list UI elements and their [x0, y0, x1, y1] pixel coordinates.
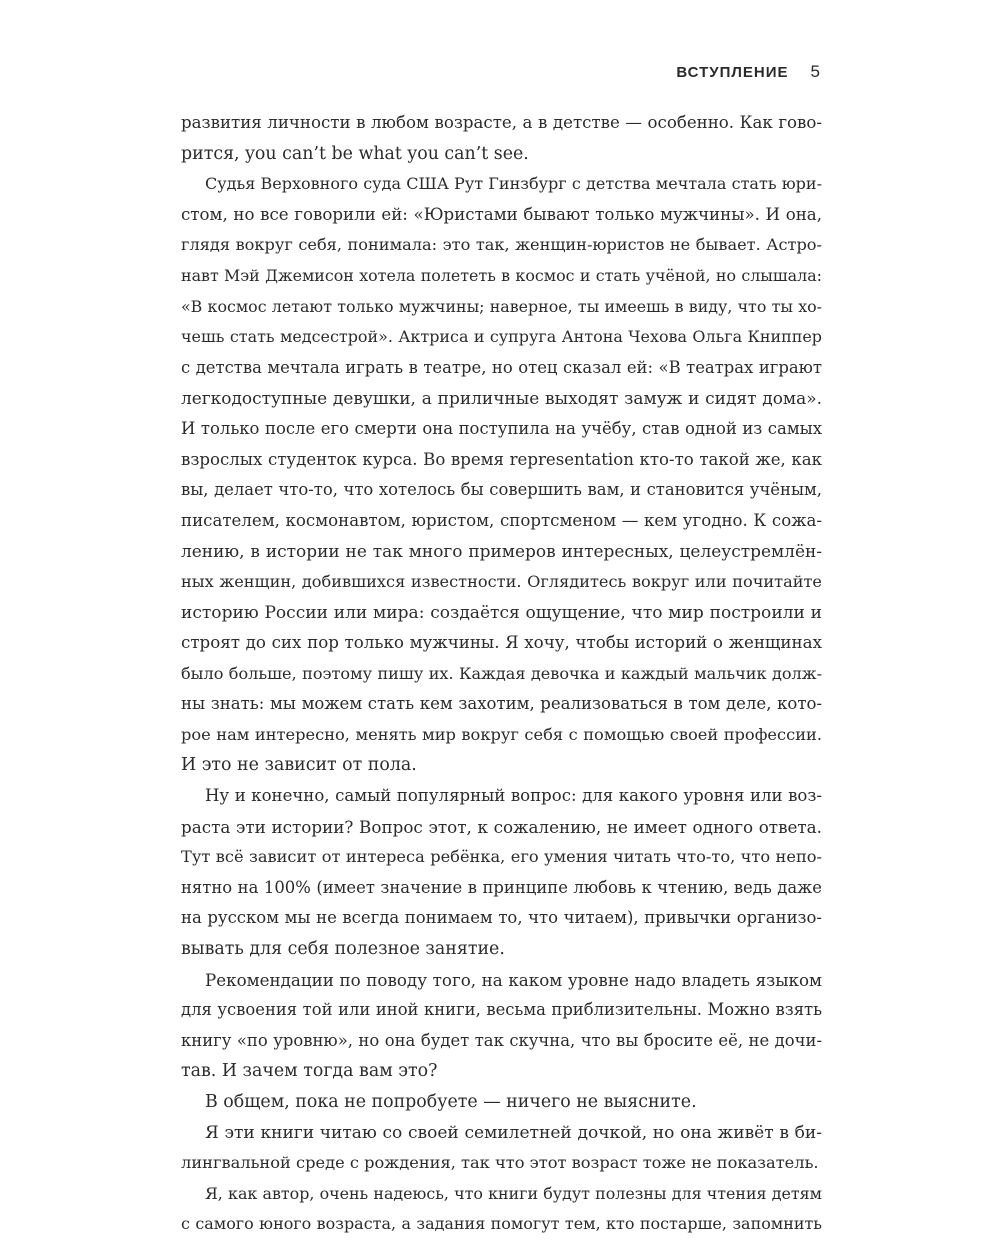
text-line: Судья Верховного суда США Рут Гинзбург с детства мечтала стать юри-: [205, 174, 822, 194]
text-line: ны знать: мы можем стать кем захотим, реализоваться в том деле, кото-: [181, 694, 822, 714]
text-line: Тут всё зависит от интереса ребёнка, его умения читать что-то, что непо-: [181, 847, 822, 867]
text-line: В общем, пока не попробуете — ничего не выясните.: [205, 1092, 697, 1112]
text-line: ных женщин, добившихся известности. Оглядитесь вокруг или почитайте: [181, 571, 822, 591]
text-line: вы, делает что-то, что хотелось бы совершить вам, и становится учёным,: [181, 480, 822, 500]
text-line: рое нам интересно, менять мир вокруг себя с помощью своей профессии.: [181, 724, 822, 744]
text-line: Я, как автор, очень надеюсь, что книги будут полезны для чтения детям: [205, 1183, 822, 1203]
text-line: Ну и конечно, самый популярный вопрос: для какого уровня или воз-: [205, 786, 822, 806]
text-line: тав. И зачем тогда вам это?: [181, 1061, 438, 1082]
section-title: ВСТУПЛЕНИЕ: [676, 63, 789, 81]
text-line: лению, в истории не так много примеров интересных, целеустремлён-: [181, 541, 822, 562]
text-line: рится, you can’t be what you can’t see.: [181, 143, 529, 164]
text-line: книгу «по уровню», но она будет так скучна, что вы бросите её, не дочи-: [181, 1030, 822, 1050]
text-line: развития личности в любом возрасте, а в детстве — особенно. Как гово-: [181, 113, 822, 132]
text-line: Я эти книги читаю со своей семилетней дочкой, но она живёт в би-: [205, 1122, 822, 1143]
text-line: на русском мы не всегда понимаем то, что читаем), привычки организо-: [181, 908, 822, 928]
text-line: писателем, космонавтом, юристом, спортсменом — кем угодно. К сожа-: [181, 510, 822, 530]
text-line: легкодоступные девушки, а приличные выходят замуж и сидят дома».: [181, 388, 822, 409]
text-line: Рекомендации по поводу того, на каком уровне надо владеть языком: [205, 969, 822, 990]
text-line: строят до сих пор только мужчины. Я хочу, чтобы историй о женщинах: [181, 633, 822, 653]
text-line: глядя вокруг себя, понимала: это так, женщин-юристов не бывает. Астро-: [181, 235, 822, 255]
body-text: [181, 108, 822, 1240]
text-line: лингвальной среде с рождения, так что этот возраст тоже не показатель.: [181, 1153, 819, 1173]
page-number: 5: [810, 62, 820, 81]
text-line: с детства мечтала играть в театре, но отец сказал ей: «В театрах играют: [181, 357, 822, 377]
text-line: чешь стать медсестрой». Актриса и супруга Антона Чехова Ольга Книппер: [181, 327, 822, 347]
text-line: с самого юного возраста, а задания помогут тем, кто постарше, запомнить: [181, 1214, 822, 1234]
text-line: стом, но все говорили ей: «Юристами бывают только мужчины». И она,: [181, 204, 822, 224]
text-line: для усвоения той или иной книги, весьма приблизительны. Можно взять: [181, 1000, 822, 1020]
text-line: нятно на 100% (имеет значение в принципе любовь к чтению, ведь даже: [181, 877, 822, 897]
text-line: навт Мэй Джемисон хотела полететь в космос и стать учёной, но слышала:: [181, 265, 822, 285]
text-line: И только после его смерти она поступила на учёбу, став одной из самых: [181, 418, 822, 438]
text-line: было больше, поэтому пишу их. Каждая девочка и каждый мальчик долж-: [181, 663, 822, 683]
text-line: историю России или мира: создаётся ощущение, что мир построили и: [181, 602, 822, 623]
text-line: взрослых студенток курса. Во время representation кто-то такой же, как: [181, 449, 822, 469]
text-line: раста эти истории? Вопрос этот, к сожалению, не имеет одного ответа.: [181, 816, 822, 837]
text-line: И это не зависит от пола.: [181, 755, 417, 776]
text-line: «В космос летают только мужчины; наверное, ты имеешь в виду, что ты хо-: [181, 296, 822, 316]
text-line: вывать для себя полезное занятие.: [181, 939, 505, 960]
running-header: [676, 62, 820, 82]
